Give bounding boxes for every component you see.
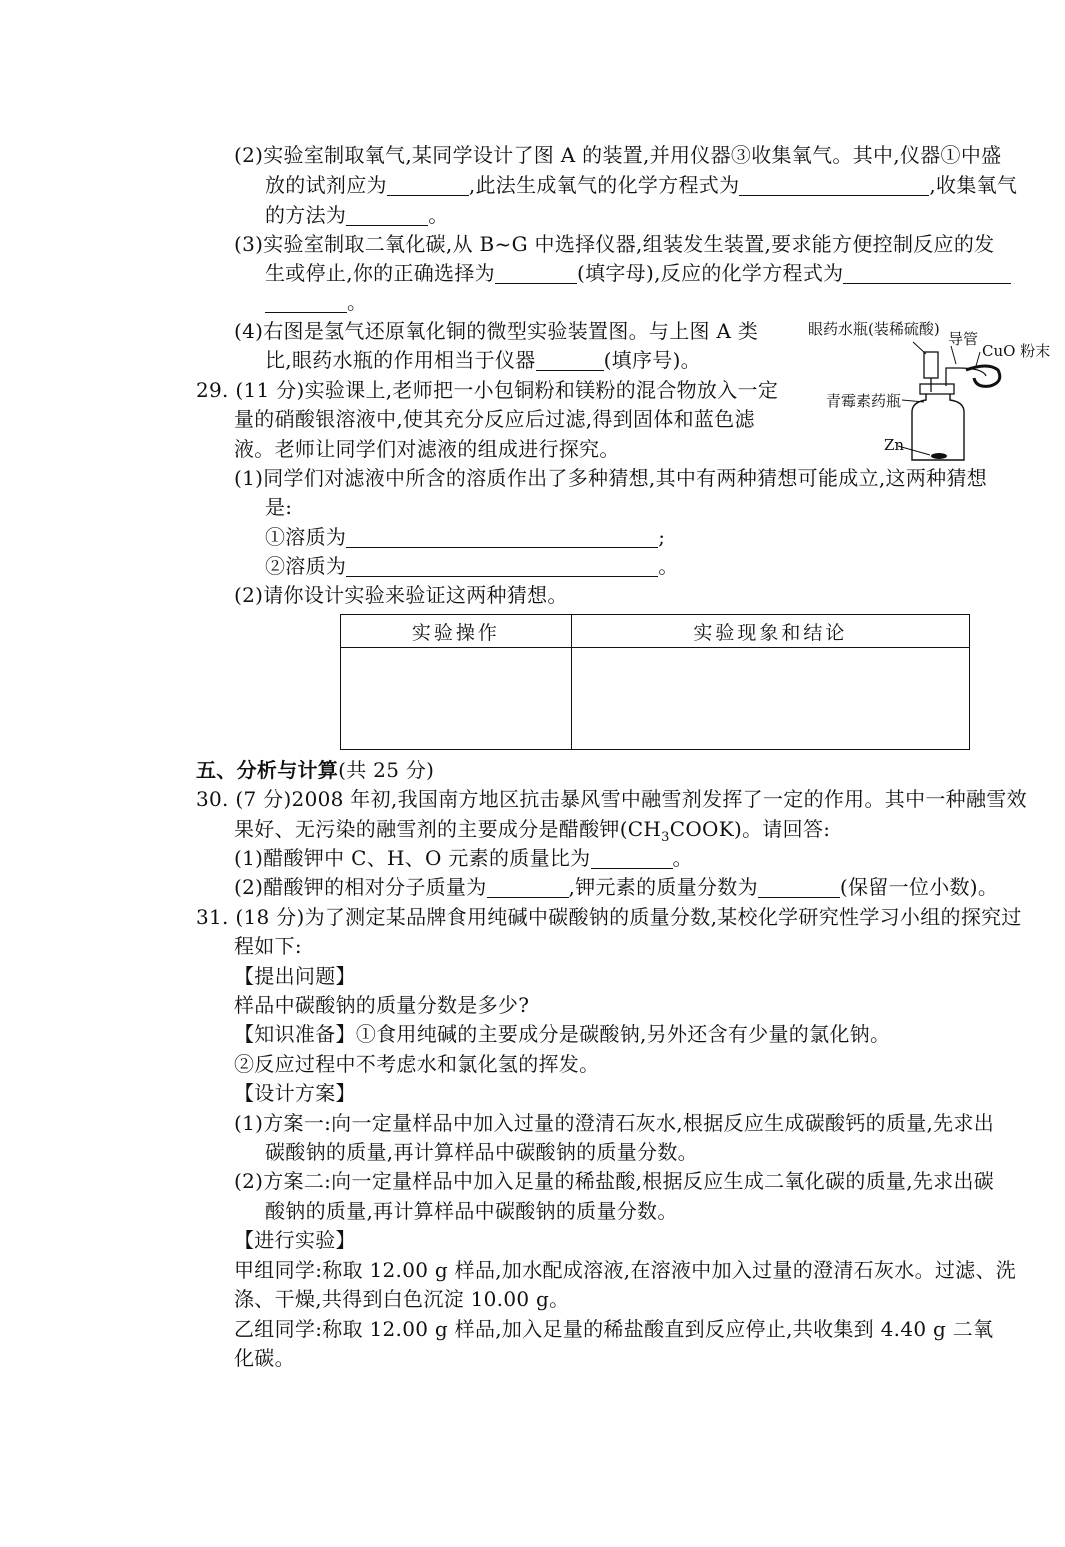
q31-groupA-line1: 甲组同学:称取 12.00 g 样品,加水配成溶液,在溶液中加入过量的澄清石灰水。过滤、洗 bbox=[234, 1258, 1017, 1282]
figure-label-dropper: 眼药水瓶(装稀硫酸) bbox=[808, 320, 940, 338]
figure-label-cuo: CuO 粉末 bbox=[982, 342, 1051, 360]
answer-blank[interactable] bbox=[843, 263, 1011, 284]
q28-part2-line2 bbox=[265, 170, 1017, 200]
q28-part3-line2 bbox=[265, 258, 1011, 288]
q28-part4-line1: (4)右图是氢气还原氧化铜的微型实验装置图。与上图 A 类 bbox=[234, 319, 759, 343]
q31-plan1-line1: (1)方案一:向一定量样品中加入过量的澄清石灰水,根据反应生成碳酸钙的质量,先求出 bbox=[234, 1111, 995, 1135]
q31-heading-experiment: 【进行实验】 bbox=[234, 1228, 356, 1252]
q28-part3-text-b: (填字母),反应的化学方程式为 bbox=[576, 261, 844, 285]
answer-blank[interactable] bbox=[387, 175, 469, 196]
q30-text-b: COOK)。请回答: bbox=[669, 817, 831, 841]
q30-line1: 30. (7 分)2008 年初,我国南方地区抗击暴风雪中融雪剂发挥了一定的作用。其中一种融雪效 bbox=[196, 787, 1027, 811]
q29-line1: 29. (11 分)实验课上,老师把一小包铜粉和镁粉的混合物放入一定 bbox=[196, 378, 779, 402]
q28-part4-line2 bbox=[265, 345, 701, 375]
q31-heading-design: 【设计方案】 bbox=[234, 1081, 356, 1105]
q28-part2-line3 bbox=[265, 200, 449, 230]
apparatus-figure bbox=[808, 312, 1058, 462]
q28-part4-text-b: (填序号)。 bbox=[603, 348, 701, 372]
q30-text-a: 果好、无污染的融雪剂的主要成分是醋酸钾(CH bbox=[234, 817, 662, 841]
guess2-label: ②溶质为 bbox=[265, 554, 347, 578]
section5-heading bbox=[196, 755, 434, 785]
q31-groupB-line2: 化碳。 bbox=[234, 1346, 295, 1370]
answer-blank[interactable] bbox=[265, 292, 347, 313]
table-header-operation: 实验操作 bbox=[341, 615, 572, 648]
q28-part2-text-c: ,收集氧气 bbox=[929, 173, 1018, 197]
q28-part2-text-d: 的方法为 bbox=[265, 203, 347, 227]
q29-part2: (2)请你设计实验来验证这两种猜想。 bbox=[234, 583, 568, 607]
q28-part2-line1: (2)实验室制取氧气,某同学设计了图 A 的装置,并用仪器③收集氧气。其中,仪器①中盛 bbox=[234, 143, 1002, 167]
q31-groupB-line1: 乙组同学:称取 12.00 g 样品,加入足量的稀盐酸直到反应停止,共收集到 4.40 g 二氧 bbox=[234, 1317, 994, 1341]
q31-line2: 程如下: bbox=[234, 934, 302, 958]
q30-part1-text: (1)醋酸钾中 C、H、O 元素的质量比为 bbox=[234, 846, 591, 870]
answer-blank[interactable] bbox=[495, 263, 577, 284]
q29-line3: 液。老师让同学们对滤液的组成进行探究。 bbox=[234, 437, 620, 461]
q30-part1-end: 。 bbox=[672, 846, 693, 870]
q29-guess1 bbox=[265, 522, 665, 552]
figure-label-tube: 导管 bbox=[948, 330, 979, 348]
q31-plan2-line2: 酸钠的质量,再计算样品中碳酸钠的质量分数。 bbox=[265, 1199, 678, 1223]
q29-part1-line2: 是: bbox=[265, 495, 293, 519]
table-header-result: 实验现象和结论 bbox=[571, 615, 969, 648]
q31-knowledge1: ①食用纯碱的主要成分是碳酸钠,另外还含有少量的氯化钠。 bbox=[355, 1022, 891, 1046]
q31-heading-question: 【提出问题】 bbox=[234, 964, 356, 988]
table-cell-operation[interactable] bbox=[341, 648, 572, 750]
q30-part1 bbox=[234, 843, 693, 873]
q28-part4-text-a: 比,眼药水瓶的作用相当于仪器 bbox=[265, 348, 536, 372]
answer-blank[interactable] bbox=[591, 848, 673, 869]
q29-guess2 bbox=[265, 551, 679, 581]
guess1-end: ; bbox=[658, 525, 666, 549]
q28-part3-text-a: 生或停止,你的正确选择为 bbox=[265, 261, 495, 285]
q31-plan1-line2: 碳酸钠的质量,再计算样品中碳酸钠的质量分数。 bbox=[265, 1140, 698, 1164]
figure-label-zn: Zn bbox=[884, 436, 905, 454]
experiment-table bbox=[340, 614, 970, 750]
q28-part3-text-c: 。 bbox=[347, 290, 368, 314]
guess1-label: ①溶质为 bbox=[265, 525, 347, 549]
q29-line2: 量的硝酸银溶液中,使其充分反应后过滤,得到固体和蓝色滤 bbox=[234, 407, 755, 431]
q31-knowledge2: ②反应过程中不考虑水和氯化氢的挥发。 bbox=[234, 1052, 600, 1076]
q29-part1-line1: (1)同学们对滤液中所含的溶质作出了多种猜想,其中有两种猜想可能成立,这两种猜想 bbox=[234, 466, 988, 490]
answer-blank[interactable] bbox=[346, 556, 658, 577]
answer-blank[interactable] bbox=[739, 175, 929, 196]
q30-part2-text-b: ,钾元素的质量分数为 bbox=[568, 875, 758, 899]
q28-part2-text-a: 放的试剂应为 bbox=[265, 173, 387, 197]
answer-blank[interactable] bbox=[346, 527, 658, 548]
q31-knowledge-line1 bbox=[234, 1019, 890, 1049]
q31-heading-knowledge: 【知识准备】 bbox=[234, 1022, 356, 1046]
guess2-end: 。 bbox=[658, 554, 679, 578]
q30-part2-text-a: (2)醋酸钾的相对分子质量为 bbox=[234, 875, 487, 899]
q28-part2-text-b: ,此法生成氧气的化学方程式为 bbox=[468, 173, 740, 197]
q28-part3-line3 bbox=[265, 287, 367, 317]
q31-groupA-line2: 涤、干燥,共得到白色沉淀 10.00 g。 bbox=[234, 1287, 570, 1311]
q30-part2 bbox=[234, 872, 998, 902]
table-cell-result[interactable] bbox=[571, 648, 969, 750]
q28-part3-line1: (3)实验室制取二氧化碳,从 B~G 中选择仪器,组装发生装置,要求能方便控制反应的发 bbox=[234, 232, 995, 256]
q30-subscript: 3 bbox=[661, 830, 670, 845]
figure-label-bottle: 青霉素药瓶 bbox=[826, 392, 902, 410]
q31-plan2-line1: (2)方案二:向一定量样品中加入足量的稀盐酸,根据反应生成二氧化碳的质量,先求出碳 bbox=[234, 1169, 995, 1193]
answer-blank[interactable] bbox=[758, 877, 840, 898]
answer-blank[interactable] bbox=[346, 205, 428, 226]
section5-score: (共 25 分) bbox=[338, 758, 435, 782]
answer-blank[interactable] bbox=[487, 877, 569, 898]
q31-question: 样品中碳酸钠的质量分数是多少? bbox=[234, 993, 530, 1017]
q31-line1: 31. (18 分)为了测定某品牌食用纯碱中碳酸钠的质量分数,某校化学研究性学习小组的探究过 bbox=[196, 905, 1022, 929]
answer-blank[interactable] bbox=[536, 350, 604, 371]
q30-part2-text-c: (保留一位小数)。 bbox=[839, 875, 999, 899]
q28-part2-text-e: 。 bbox=[428, 203, 449, 227]
section5-title: 五、分析与计算 bbox=[196, 758, 339, 782]
